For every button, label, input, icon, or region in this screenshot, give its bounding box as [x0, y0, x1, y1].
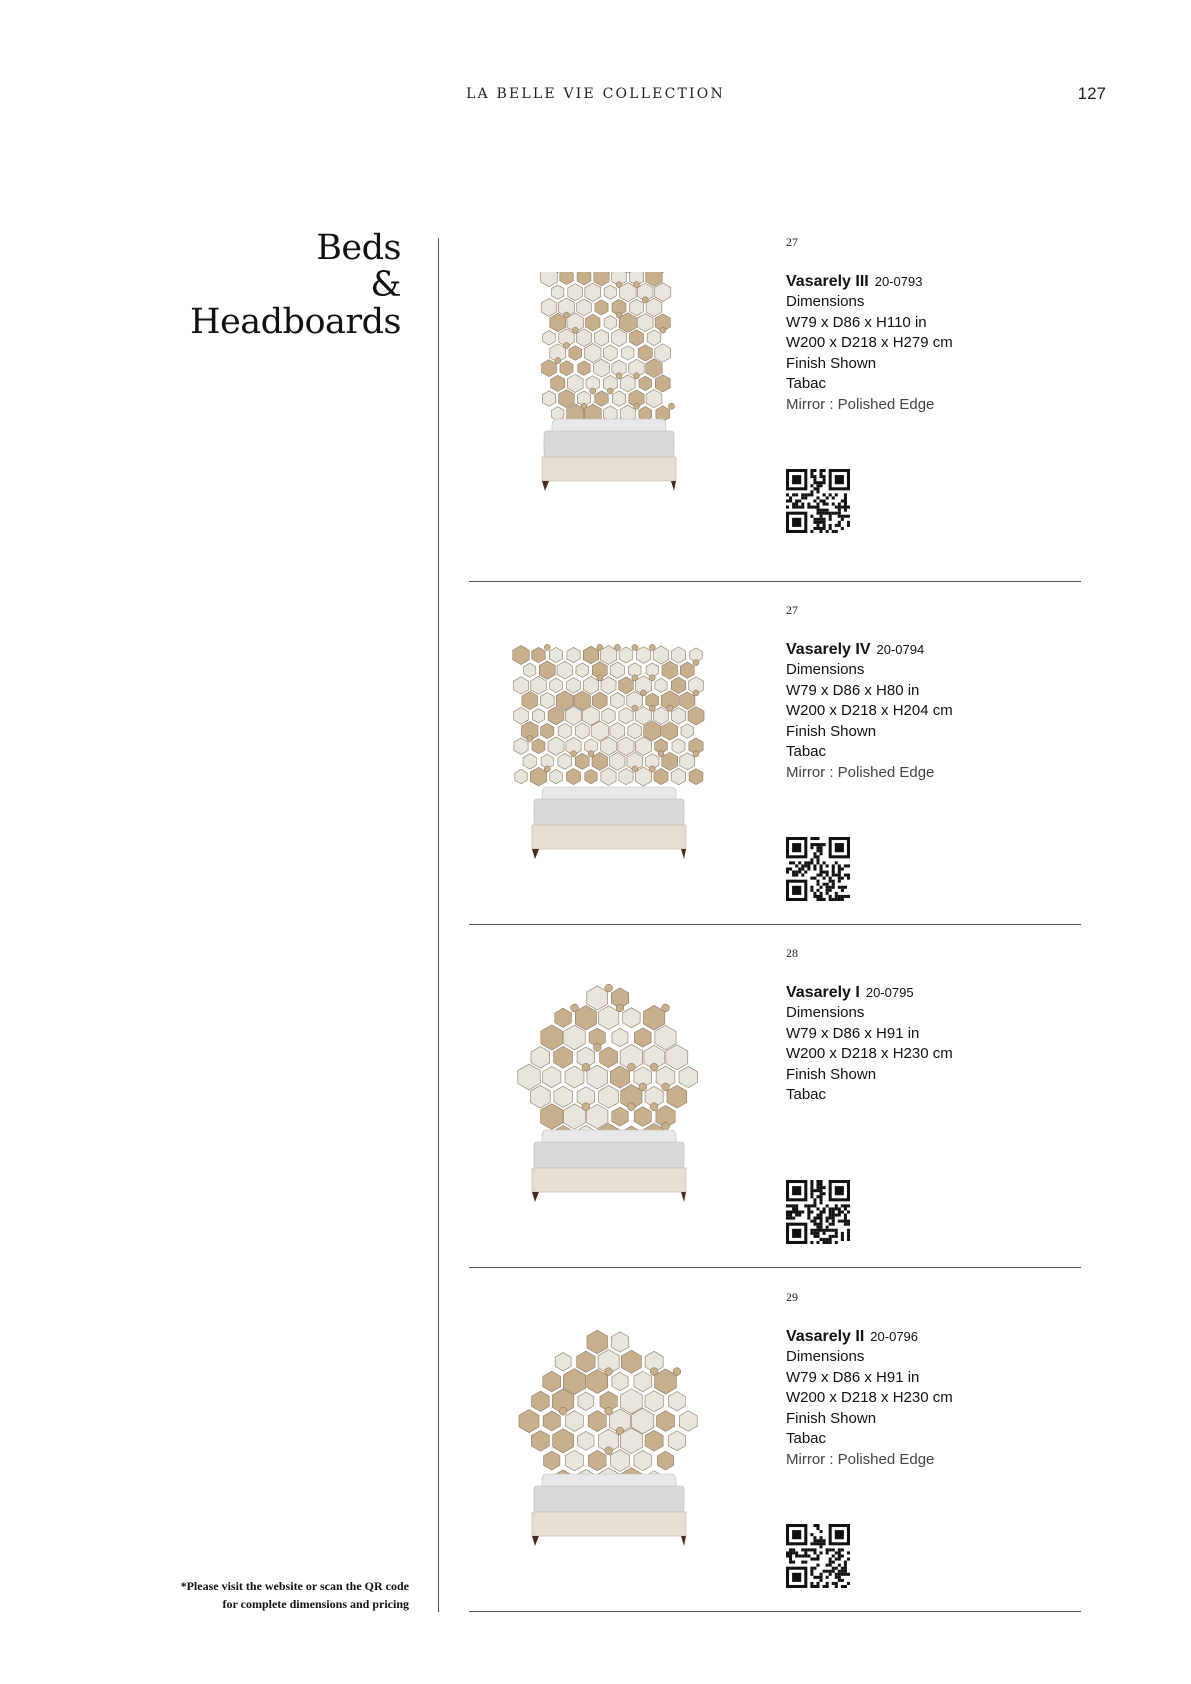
product-entry — [469, 1287, 1081, 1633]
dimensions-label: Dimensions — [786, 1348, 865, 1365]
product-name: Vasarely I — [786, 983, 860, 1001]
catalog-page-ref: 27 — [786, 235, 798, 249]
bed-illustration — [509, 272, 709, 502]
mirror-note: Mirror : Polished Edge — [786, 395, 935, 413]
dimensions-inches: W79 x D86 x H91 in — [786, 1368, 920, 1386]
bed-illustration — [509, 640, 709, 870]
footnote-line: for complete dimensions and pricing — [222, 1597, 409, 1611]
product-image — [509, 983, 709, 1213]
finish-label: Finish Shown — [786, 354, 877, 372]
finish-value: Tabac — [786, 1430, 827, 1447]
horizontal-divider — [469, 581, 1081, 582]
dimensions-cm: W200 x D218 x H230 cm — [786, 1045, 953, 1062]
product-image — [509, 1327, 709, 1557]
finish-label: Finish Shown — [786, 722, 877, 740]
qr-code-icon[interactable] — [786, 1180, 850, 1244]
product-details — [786, 232, 1076, 415]
product-image — [509, 272, 709, 502]
horizontal-divider — [469, 1267, 1081, 1268]
product-name: Vasarely II — [786, 1327, 865, 1345]
catalog-page-ref: 28 — [786, 946, 798, 960]
page-header-title: LA BELLE VIE COLLECTION — [466, 86, 725, 102]
product-title-line — [786, 272, 1076, 293]
qr-code-icon[interactable] — [786, 1524, 850, 1588]
page-number: 127 — [1077, 84, 1106, 103]
qr-code-icon[interactable] — [786, 837, 850, 901]
finish-label: Finish Shown — [786, 1065, 877, 1083]
dimensions-inches: W79 x D86 x H110 in — [786, 313, 927, 331]
bed-illustration — [509, 1327, 709, 1557]
catalog-page-ref: 27 — [786, 603, 798, 617]
dimensions-cm: W200 x D218 x H204 cm — [786, 702, 953, 719]
product-details — [786, 1287, 1076, 1470]
product-title-line — [786, 640, 1076, 661]
product-image — [509, 640, 709, 870]
product-name: Vasarely III — [786, 272, 869, 290]
horizontal-divider — [469, 924, 1081, 925]
product-entry — [469, 600, 1081, 946]
product-entry — [469, 232, 1081, 578]
section-title-line: & — [370, 265, 401, 305]
product-details — [786, 943, 1076, 1106]
dimensions-cm: W200 x D218 x H230 cm — [786, 1389, 953, 1406]
dimensions-label: Dimensions — [786, 661, 865, 678]
product-code: 20-0794 — [876, 641, 925, 657]
section-title-line: Beds — [316, 228, 401, 268]
section-title-line: Headboards — [190, 302, 401, 342]
dimensions-label: Dimensions — [786, 293, 865, 310]
product-title-line — [786, 983, 1076, 1004]
finish-label: Finish Shown — [786, 1409, 877, 1427]
section-title — [190, 230, 401, 341]
horizontal-divider — [469, 1611, 1081, 1612]
product-code: 20-0795 — [865, 984, 914, 1000]
finish-value: Tabac — [786, 375, 827, 392]
vertical-divider — [438, 238, 439, 1612]
product-title-line — [786, 1327, 1076, 1348]
bed-illustration — [509, 983, 709, 1213]
finish-value: Tabac — [786, 743, 827, 760]
footnote-line: *Please visit the website or scan the QR code — [180, 1579, 409, 1593]
product-entry — [469, 943, 1081, 1289]
catalog-page-ref: 29 — [786, 1290, 798, 1304]
finish-value: Tabac — [786, 1086, 827, 1103]
qr-code-icon[interactable] — [786, 469, 850, 533]
product-code: 20-0793 — [874, 273, 923, 289]
dimensions-cm: W200 x D218 x H279 cm — [786, 334, 953, 351]
footnote — [181, 1577, 409, 1613]
mirror-note: Mirror : Polished Edge — [786, 763, 935, 781]
dimensions-inches: W79 x D86 x H80 in — [786, 681, 920, 699]
product-code: 20-0796 — [870, 1328, 919, 1344]
dimensions-label: Dimensions — [786, 1004, 865, 1021]
product-name: Vasarely IV — [786, 640, 871, 658]
dimensions-inches: W79 x D86 x H91 in — [786, 1024, 920, 1042]
mirror-note: Mirror : Polished Edge — [786, 1450, 935, 1468]
product-details — [786, 600, 1076, 783]
